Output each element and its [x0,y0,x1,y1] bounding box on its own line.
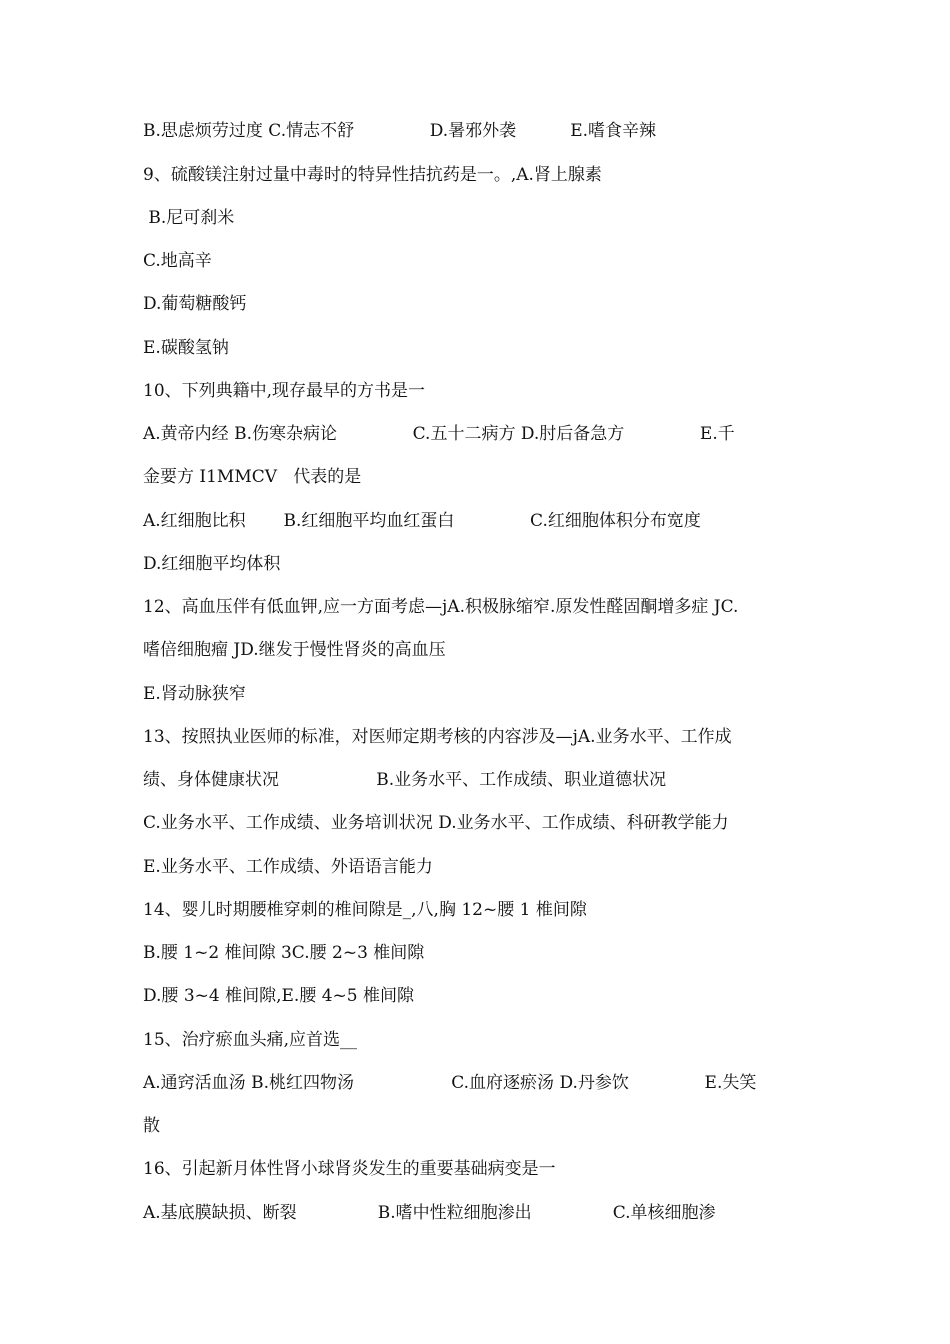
option-9-e: E.碳酸氢钠 [143,338,229,358]
question-12: 12、高血压伴有低血钾,应一方面考虑—jA.积极脉缩窄.原发性醛固酮增多症 JC. [143,597,739,617]
options-16: A.基底膜缺损、断裂 B.嗜中性粒细胞渗出 C.单核细胞渗 [143,1203,716,1223]
question-9: 9、硫酸镁注射过量中毒时的特异性拮抗药是一。,A.肾上腺素 [143,165,602,185]
question-14: 14、婴儿时期腰椎穿刺的椎间隙是_,八,胸 12~腰 1 椎间隙 [143,900,587,920]
options-14-bc: B.腰 1~2 椎间隙 3C.腰 2~3 椎间隙 [143,943,425,963]
options-13: 绩、身体健康状况 B.业务水平、工作成绩、职业道德状况 [143,770,667,790]
option-line-8: B.思虑烦劳过度 C.情志不舒 D.暑邪外袭 E.嗜食辛辣 [143,121,657,141]
question-10: 10、下列典籍中,现存最早的方书是一 [143,381,426,401]
option-11-d: D.红细胞平均体积 [143,554,281,574]
question-13: 13、按照执业医师的标准，对医师定期考核的内容涉及—jA.业务水平、工作成 [143,727,732,747]
options-10-continued: 金要方 I1MMCV 代表的是 [143,467,362,487]
question-12-continued: 嗜倍细胞瘤 JD.继发于慢性肾炎的高血压 [143,640,446,660]
question-16: 16、引起新月体性肾小球肾炎发生的重要基础病变是一 [143,1159,556,1179]
options-10: A.黄帝内经 B.伤寒杂病论 C.五十二病方 D.肘后备急方 E.千 [143,424,735,444]
options-15: A.通窍活血汤 B.桃红四物汤 C.血府逐瘀汤 D.丹参饮 E.失笑 [143,1073,757,1093]
option-9-c: C.地高辛 [143,251,212,271]
options-15-continued: 散 [143,1116,160,1136]
option-12-e: E.肾动脉狭窄 [143,684,246,704]
options-13-cd: C.业务水平、工作成绩、业务培训状况 D.业务水平、工作成绩、科研教学能力 [143,813,729,833]
options-11: A.红细胞比积 B.红细胞平均血红蛋白 C.红细胞体积分布宽度 [143,511,701,531]
option-9-b: B.尼可刹米 [143,208,235,228]
question-15: 15、治疗瘀血头痛,应首选__ [143,1030,358,1050]
option-9-d: D.葡萄糖酸钙 [143,294,247,314]
option-13-e: E.业务水平、工作成绩、外语语言能力 [143,857,433,877]
options-14-de: D.腰 3~4 椎间隙,E.腰 4~5 椎间隙 [143,986,415,1006]
